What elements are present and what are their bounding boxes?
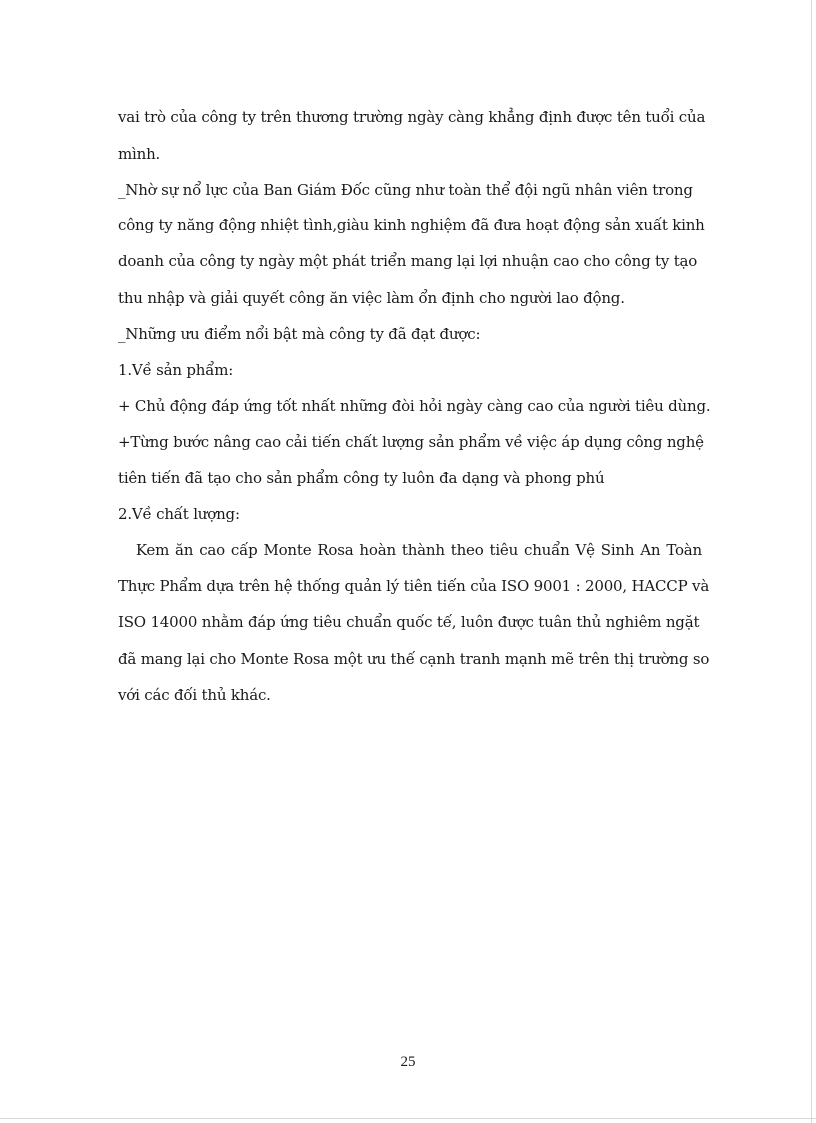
section-heading: 2.Về chất lượng:: [118, 505, 240, 523]
text-line: tiên tiến đã tạo cho sản phẩm công ty luôn đa dạng và phong phú: [118, 469, 605, 487]
text-line: _Những ưu điểm nổi bật mà công ty đã đạt được:: [118, 325, 481, 343]
text-line: _Nhờ sự nổ lực của Ban Giám Đốc cũng như toàn thể đội ngũ nhân viên trong: [118, 181, 693, 199]
text-line: Kem ăn cao cấp Monte Rosa hoàn thành theo tiêu chuẩn Vệ Sinh An Toàn: [118, 541, 702, 559]
text-line: doanh của công ty ngày một phát triển mang lại lợi nhuận cao cho công ty tạo: [118, 252, 698, 270]
text-line: với các đối thủ khác.: [118, 686, 271, 704]
text-line: mình.: [118, 145, 161, 163]
page-frame-right: [811, 0, 812, 1123]
text-line: vai trò của công ty trên thương trường ngày càng khẳng định được tên tuổi của: [118, 108, 706, 126]
page-number: 25: [400, 1054, 416, 1070]
text-line: + Chủ động đáp ứng tốt nhất những đòi hỏi ngày càng cao của người tiêu dùng.: [118, 397, 711, 415]
text-line: đã mang lại cho Monte Rosa một ưu thế cạnh tranh mạnh mẽ trên thị trường so: [118, 650, 710, 668]
text-line: Thực Phẩm dựa trên hệ thống quản lý tiên tiến của ISO 9001 : 2000, HACCP và: [118, 577, 710, 595]
text-line: thu nhập và giải quyết công ăn việc làm ổn định cho người lao động.: [118, 289, 625, 307]
text-line: ISO 14000 nhằm đáp ứng tiêu chuẩn quốc tế, luôn được tuân thủ nghiêm ngặt: [118, 613, 700, 631]
page-frame-bottom: [0, 1118, 816, 1119]
text-line: công ty năng động nhiệt tình,giàu kinh nghiệm đã đưa hoạt động sản xuất kinh: [118, 216, 705, 234]
section-heading: 1.Về sản phẩm:: [118, 361, 234, 379]
text-line: +Từng bước nâng cao cải tiến chất lượng sản phẩm về việc áp dụng công nghệ: [118, 433, 704, 451]
